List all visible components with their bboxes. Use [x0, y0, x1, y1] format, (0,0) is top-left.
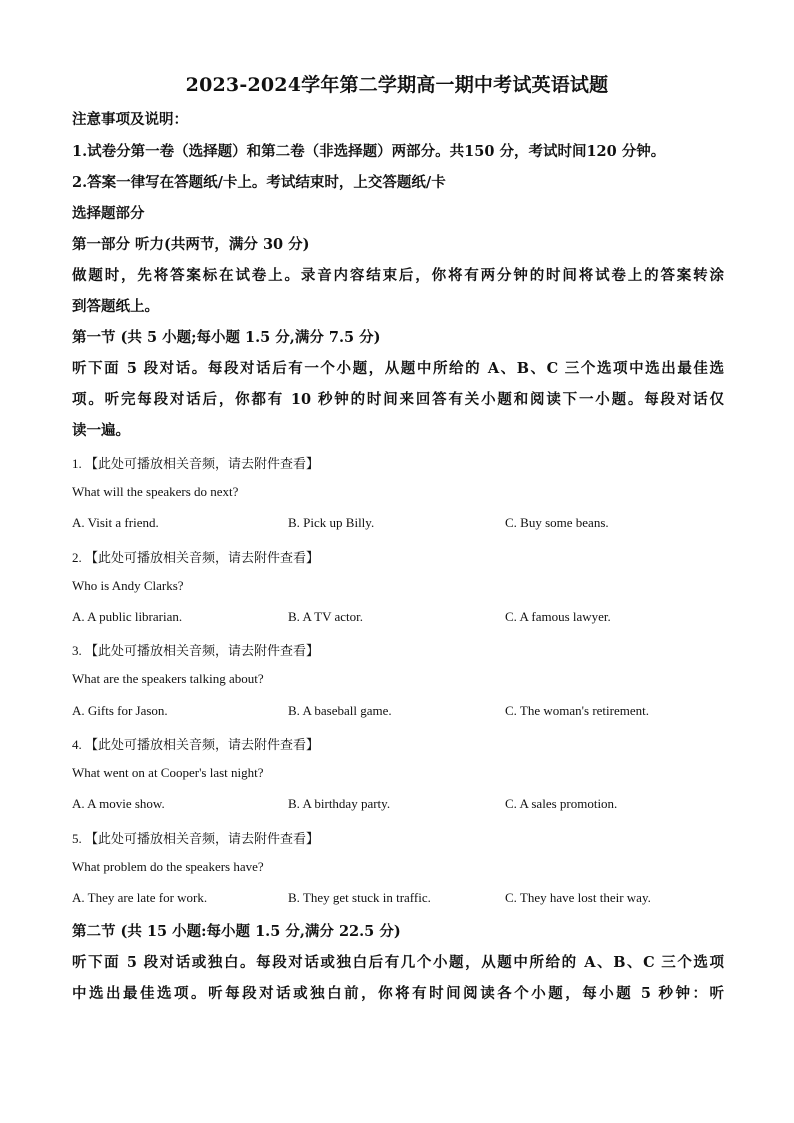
- section1-instruction-line-2: 项。听完每段对话后，你都有 10 秒钟的时间来回答有关小题和阅读下一小题。每段对话仅: [72, 391, 724, 408]
- question-5-option-b: B. They get stuck in traffic.: [288, 890, 431, 905]
- page-title: 2023-2024学年第二学期高一期中考试英语试题: [185, 74, 609, 96]
- section-label: 选择题部分: [72, 205, 145, 222]
- section1-instruction-line-3: 读一遍。: [72, 422, 130, 439]
- section1-instruction-line-1: 听下面 5 段对话。每段对话后有一个小题，从题中所给的 A、B、C 三个选项中选出最佳选: [72, 360, 724, 377]
- question-4-option-b: B. A birthday party.: [288, 796, 391, 811]
- section1-heading: 第一节 (共 5 小题;每小题 1.5 分,满分 7.5 分): [72, 329, 381, 346]
- section2-heading: 第二节 (共 15 小题:每小题 1.5 分,满分 22.5 分): [72, 923, 401, 940]
- question-1-audio: 1. 【此处可播放相关音频，请去附件查看】: [72, 456, 320, 471]
- question-2-option-a: A. A public librarian.: [72, 609, 183, 624]
- question-4-stem: What went on at Cooper's last night?: [72, 765, 264, 780]
- question-5-audio: 5. 【此处可播放相关音频，请去附件查看】: [72, 831, 320, 846]
- question-1-option-b: B. Pick up Billy.: [288, 515, 375, 530]
- part1-instruction-line-2: 到答题纸上。: [72, 298, 159, 315]
- notes-item-2: 2.答案一律写在答题纸/卡上。考试结束时，上交答题纸/卡: [72, 174, 446, 191]
- question-1-stem: What will the speakers do next?: [72, 484, 239, 499]
- question-3-option-c: C. The woman's retirement.: [505, 703, 649, 718]
- notes-item-1: 1.试卷分第一卷（选择题）和第二卷（非选择题）两部分。共150 分，考试时间120 分钟。: [72, 143, 666, 160]
- question-4-audio: 4. 【此处可播放相关音频，请去附件查看】: [72, 737, 320, 752]
- section2-instruction-line-2: 中选出最佳选项。听每段对话或独白前，你将有时间阅读各个小题，每小题 5 秒钟：听: [72, 985, 724, 1002]
- question-1-option-c: C. Buy some beans.: [505, 515, 609, 530]
- question-3-stem: What are the speakers talking about?: [72, 671, 264, 686]
- question-2-audio: 2. 【此处可播放相关音频，请去附件查看】: [72, 550, 320, 565]
- question-3-option-b: B. A baseball game.: [288, 703, 392, 718]
- question-3-option-a: A. Gifts for Jason.: [72, 703, 168, 718]
- question-1-option-a: A. Visit a friend.: [72, 515, 159, 530]
- part1-instruction-line-1: 做题时，先将答案标在试卷上。录音内容结束后，你将有两分钟的时间将试卷上的答案转涂: [72, 267, 724, 284]
- question-5-stem: What problem do the speakers have?: [72, 859, 264, 874]
- question-2-option-b: B. A TV actor.: [288, 609, 363, 624]
- notes-heading: 注意事项及说明：: [72, 111, 188, 128]
- question-5-option-c: C. They have lost their way.: [505, 890, 651, 905]
- question-2-option-c: C. A famous lawyer.: [505, 609, 611, 624]
- question-5-option-a: A. They are late for work.: [72, 890, 208, 905]
- part1-heading: 第一部分 听力(共两节，满分 30 分): [72, 236, 310, 253]
- question-4-option-c: C. A sales promotion.: [505, 796, 618, 811]
- question-3-audio: 3. 【此处可播放相关音频，请去附件查看】: [72, 643, 320, 658]
- question-2-stem: Who is Andy Clarks?: [72, 578, 184, 593]
- section2-instruction-line-1: 听下面 5 段对话或独白。每段对话或独白后有几个小题，从题中所给的 A、B、C 三个选项: [72, 954, 724, 971]
- question-4-option-a: A. A movie show.: [72, 796, 165, 811]
